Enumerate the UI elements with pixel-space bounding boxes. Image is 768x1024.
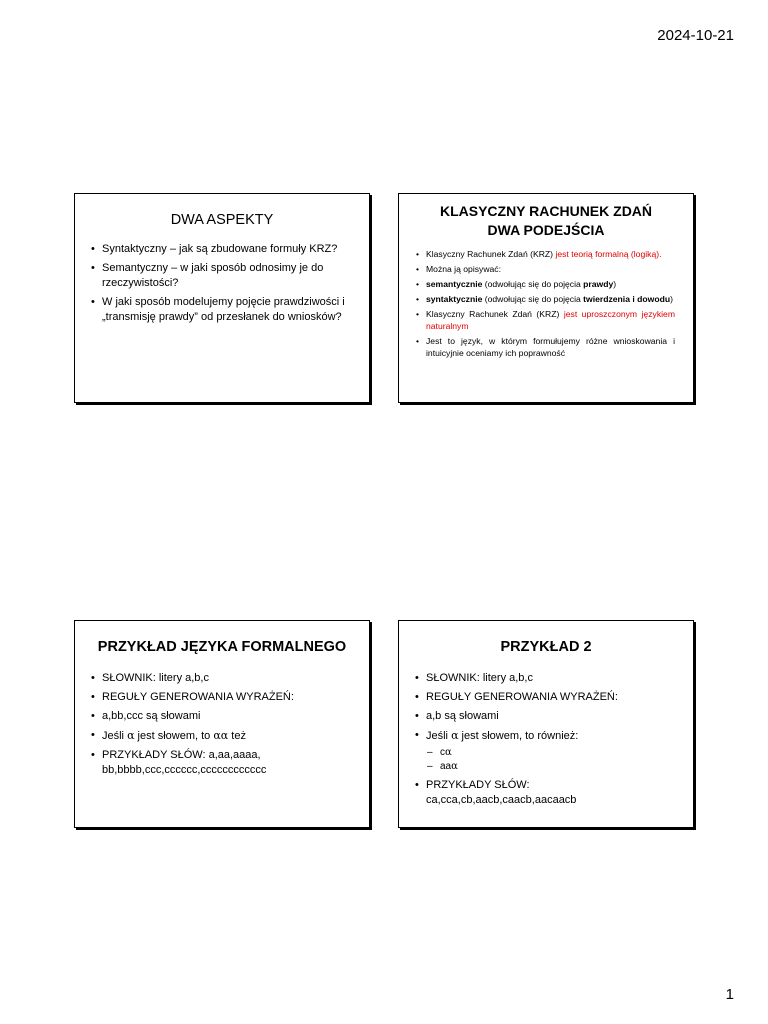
page-number: 1: [725, 986, 734, 1003]
bullet-text: (odwołując się do pojęcia: [482, 279, 584, 289]
bullet-item: • Syntaktyczny – jak są zbudowane formuły KRZ?: [102, 242, 351, 257]
bullet-text: Jeśli: [102, 730, 128, 742]
bullet-item: • PRZYKŁADY SŁÓW: ca,cca,cb,aacb,caacb,aacaacb: [426, 778, 675, 808]
title-line-1: KLASYCZNY RACHUNEK ZDAŃ: [439, 203, 653, 219]
bullet-text: jest słowem, to również:: [458, 730, 579, 742]
sub-text: c: [440, 747, 445, 758]
sub-text: aa: [440, 761, 452, 772]
bullet-list: [399, 248, 693, 359]
sub-item: [440, 760, 675, 774]
bullet-item: • W jaki sposób modelujemy pojęcie prawdziwości i „transmisję prawdy” od przesłanek do wniosków?: [102, 295, 351, 325]
bullet-bold: twierdzenia i dowodu: [583, 294, 671, 304]
slide-title: [399, 202, 693, 240]
bullet-item: • REGUŁY GENEROWANIA WYRAŻEŃ:: [102, 690, 351, 705]
bullet-item: [426, 293, 675, 305]
bullet-item: • REGUŁY GENEROWANIA WYRAŻEŃ:: [426, 690, 675, 705]
slide-przyklad-jezyka: [74, 620, 370, 828]
sub-list: [426, 746, 675, 774]
bullet-highlight: jest uproszczonym językiem naturalnym: [426, 309, 675, 331]
bullet-text: Klasyczny Rachunek Zdań (KRZ): [426, 249, 556, 259]
slide-title: DWA ASPEKTY: [170, 212, 274, 228]
slide-dwa-aspekty: [74, 193, 370, 403]
bullet-item: • SŁOWNIK: litery a,b,c: [102, 671, 351, 686]
bullet-item: [102, 728, 351, 744]
bullet-text: jest słowem, to: [134, 730, 214, 742]
slide-przyklad-2: [398, 620, 694, 828]
bullet-text: ): [670, 294, 673, 304]
bullet-item: • Można ją opisywać:: [426, 263, 675, 275]
bullet-bold: syntaktycznie: [426, 294, 483, 304]
alpha-symbol: α: [451, 761, 458, 772]
alpha-symbol: α: [451, 729, 459, 742]
slide-title: PRZYKŁAD 2: [500, 639, 592, 655]
alpha-symbol: α: [445, 747, 452, 758]
title-line-2: DWA PODEJŚCIA: [487, 222, 605, 238]
bullet-item: • Semantyczny – w jaki sposób odnosimy je do rzeczywistości?: [102, 261, 351, 291]
bullet-item: [426, 308, 675, 332]
sub-item: [440, 746, 675, 760]
alpha-symbol: αα: [213, 729, 229, 742]
bullet-item: [426, 278, 675, 290]
bullet-item: • a,bb,ccc są słowami: [102, 709, 351, 724]
bullet-list: [399, 671, 693, 808]
bullet-list: [75, 242, 369, 325]
bullet-text: (odwołując się do pojęcia: [482, 294, 584, 304]
bullet-item: [426, 248, 675, 260]
page-date: 2024-10-21: [657, 27, 734, 44]
slide-title: PRZYKŁAD JĘZYKA FORMALNEGO: [97, 639, 347, 655]
alpha-symbol: α: [127, 729, 135, 742]
bullet-highlight: jest teorią formalną (logiką).: [555, 249, 662, 259]
bullet-text: ): [613, 279, 617, 289]
bullet-item: • SŁOWNIK: litery a,b,c: [426, 671, 675, 686]
slide-klasyczny-rachunek: [398, 193, 694, 403]
bullet-bold: prawdy: [583, 279, 614, 289]
bullet-text: Klasyczny Rachunek Zdań (KRZ): [426, 309, 564, 319]
bullet-list: [75, 671, 369, 778]
bullet-bold: semantycznie: [426, 279, 483, 289]
bullet-item: [426, 728, 675, 774]
bullet-item: • a,b są słowami: [426, 709, 675, 724]
bullet-text: Jeśli: [426, 730, 452, 742]
bullet-text: też: [228, 730, 246, 742]
bullet-item: • Jest to język, w którym formułujemy różne wnioskowania i intuicyjnie oceniamy ich poprawność: [426, 335, 675, 359]
bullet-item: • PRZYKŁADY SŁÓW: a,aa,aaaa, bb,bbbb,ccc,cccccc,cccccccccccc: [102, 748, 351, 778]
